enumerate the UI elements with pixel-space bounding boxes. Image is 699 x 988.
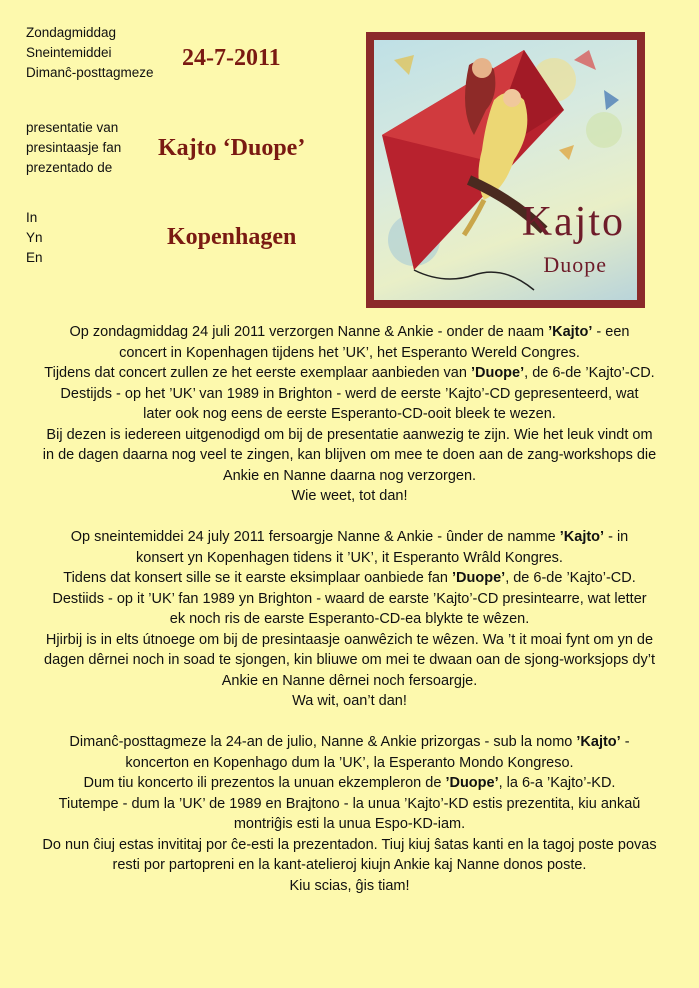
text-line xyxy=(18,773,681,794)
text-segment: konsert yn Kopenhagen tidens it ’UK’, it Esperanto Wrâld Kongres. xyxy=(136,549,563,566)
text-line xyxy=(18,384,681,405)
text-line xyxy=(18,322,681,343)
text-line xyxy=(18,445,681,466)
text-segment: - xyxy=(620,734,630,750)
album-title: Kajto ‘Duope’ xyxy=(158,135,306,161)
text-line xyxy=(18,855,681,876)
text-segment: , de 6-de ’Kajto’-CD. xyxy=(524,365,655,381)
text-segment: Tijdens dat concert zullen ze het eerste exemplaar aanbieden van xyxy=(44,365,471,381)
text-segment: Op zondagmiddag 24 juli 2011 verzorgen Nanne & Ankie - onder de naam xyxy=(69,324,549,340)
date-label-eo: Dimanĉ-posttagmeze xyxy=(26,65,154,80)
text-segment: later ook nog eens de eerste Esperanto-CD-ooit bleek te wezen. xyxy=(143,406,556,422)
text-line xyxy=(18,527,681,548)
text-line xyxy=(18,691,681,712)
presentation-labels xyxy=(26,118,121,178)
text-line xyxy=(18,589,681,610)
place-labels xyxy=(26,208,43,268)
announcement-body xyxy=(0,322,699,917)
text-segment: , de 6-de ’Kajto’-CD. xyxy=(505,570,636,586)
text-line xyxy=(18,609,681,630)
text-segment: Bij dezen is iedereen uitgenodigd om bij de presentatie aanwezig te zijn. Wie het leuk vindt om xyxy=(46,426,653,443)
text-line xyxy=(18,794,681,815)
text-segment: Tidens dat konsert sille se it earste eksimplaar oanbiede fan xyxy=(63,570,453,586)
emphasis: ’Kajto’ xyxy=(576,734,621,750)
text-segment: Kiu scias, ĝis tiam! xyxy=(289,877,410,894)
text-line xyxy=(18,753,681,774)
text-line xyxy=(18,466,681,487)
cover-title: Kajto xyxy=(521,199,625,245)
presentation-label-fy: presintaasje fan xyxy=(26,140,122,155)
text-segment: - in xyxy=(604,529,629,545)
paragraph-frisian xyxy=(0,527,699,712)
text-segment: Tiutempe - dum la ’UK’ de 1989 en Brajtono - la unua ’Kajto’-KD estis prezentita, kiu ankaŭ xyxy=(58,795,641,812)
text-segment: in de dagen daarna nog veel te zingen, kan blijven om mee te doen aan de zang-workshops die xyxy=(42,447,657,463)
emphasis: ’Duope’ xyxy=(452,570,506,586)
text-line xyxy=(18,650,681,671)
event-date: 24-7-2011 xyxy=(182,45,281,71)
text-line xyxy=(18,835,681,856)
album-cover xyxy=(366,32,645,308)
text-segment: resti por partopreni en la kant-atelieroj kiujn Ankie kaj Nanne donos poste. xyxy=(112,857,587,873)
text-segment: concert in Kopenhagen tijdens het ’UK’, het Esperanto Wereld Congres. xyxy=(119,344,580,361)
date-labels xyxy=(26,23,154,83)
text-segment: - een xyxy=(592,324,630,340)
emphasis: ’Duope’ xyxy=(470,365,525,381)
text-segment: Dimanĉ-posttagmeze la 24-an de julio, Nanne & Ankie prizorgas - sub la nomo xyxy=(69,734,577,750)
text-segment: ek noch ris de earste Esperanto-CD-ea blykte te wêzen. xyxy=(169,611,530,627)
text-segment: dagen dêrnei noch in soad te sjongen, kin bliuwe om mei te dwaan oan de sjong-worksjops dy’t xyxy=(44,652,655,668)
text-segment: Ankie en Nanne daarna nog verzorgen. xyxy=(222,467,477,484)
text-line xyxy=(18,548,681,569)
text-line xyxy=(18,404,681,425)
place-label-eo: En xyxy=(26,250,43,265)
presentation-label-nl: presentatie van xyxy=(26,120,119,135)
emphasis: ’Kajto’ xyxy=(548,324,593,340)
text-segment: Hjirbij is in elts útnoege om bij de presintaasje oanwêzich te wêzen. Wa ’t it moai fynt om yn de xyxy=(45,631,654,648)
place-label-fy: Yn xyxy=(26,230,43,245)
text-line xyxy=(18,363,681,384)
text-segment: koncerton en Kopenhago dum la ’UK’, la Esperanto Mondo Kongreso. xyxy=(125,754,574,771)
emphasis: ’Kajto’ xyxy=(559,529,605,545)
album-cover-artwork xyxy=(374,40,637,300)
text-line xyxy=(18,732,681,753)
text-segment: Destijds - op het ’UK’ van 1989 in Brighton - werd de eerste ’Kajto’-CD gepresenteerd, wat xyxy=(60,385,639,402)
paragraph-dutch xyxy=(0,322,699,507)
presentation-label-eo: prezentado de xyxy=(26,160,113,175)
text-segment: montriĝis esti la unua Espo-KD-iam. xyxy=(233,816,466,832)
text-segment: Do nun ĉiuj estas invititaj por ĉe-esti la prezentadon. Tiuj kiuj ŝatas kanti en la tagoj poste povas xyxy=(42,836,657,853)
text-segment: Dum tiu koncerto ili prezentos la unuan ekzempleron de xyxy=(83,775,446,791)
cover-subtitle: Duope xyxy=(543,252,607,277)
text-line xyxy=(18,425,681,446)
text-line xyxy=(18,343,681,364)
text-segment: Wa wit, oan’t dan! xyxy=(292,693,407,709)
text-segment: Ankie en Nanne dêrnei noch fersoargje. xyxy=(221,672,478,689)
text-line xyxy=(18,671,681,692)
text-segment: , la 6-a ’Kajto’-KD. xyxy=(498,775,616,791)
text-line xyxy=(18,814,681,835)
emphasis: ’Duope’ xyxy=(445,775,499,791)
date-label-nl: Zondagmiddag xyxy=(26,25,117,40)
place-label-nl: In xyxy=(26,210,38,225)
text-line xyxy=(18,630,681,651)
text-line xyxy=(18,876,681,897)
text-segment: Op sneintemiddei 24 july 2011 fersoargje Nanne & Ankie - ûnder de namme xyxy=(70,529,560,545)
date-label-fy: Sneintemiddei xyxy=(26,45,112,60)
text-line xyxy=(18,486,681,507)
paragraph-esperanto xyxy=(0,732,699,896)
text-segment: Destiids - op it ’UK’ fan 1989 yn Brighton - waard de earste ’Kajto’-CD presintearre, wat letter xyxy=(52,590,647,607)
text-segment: Wie weet, tot dan! xyxy=(291,488,408,504)
text-line xyxy=(18,568,681,589)
event-place: Kopenhagen xyxy=(167,224,297,250)
